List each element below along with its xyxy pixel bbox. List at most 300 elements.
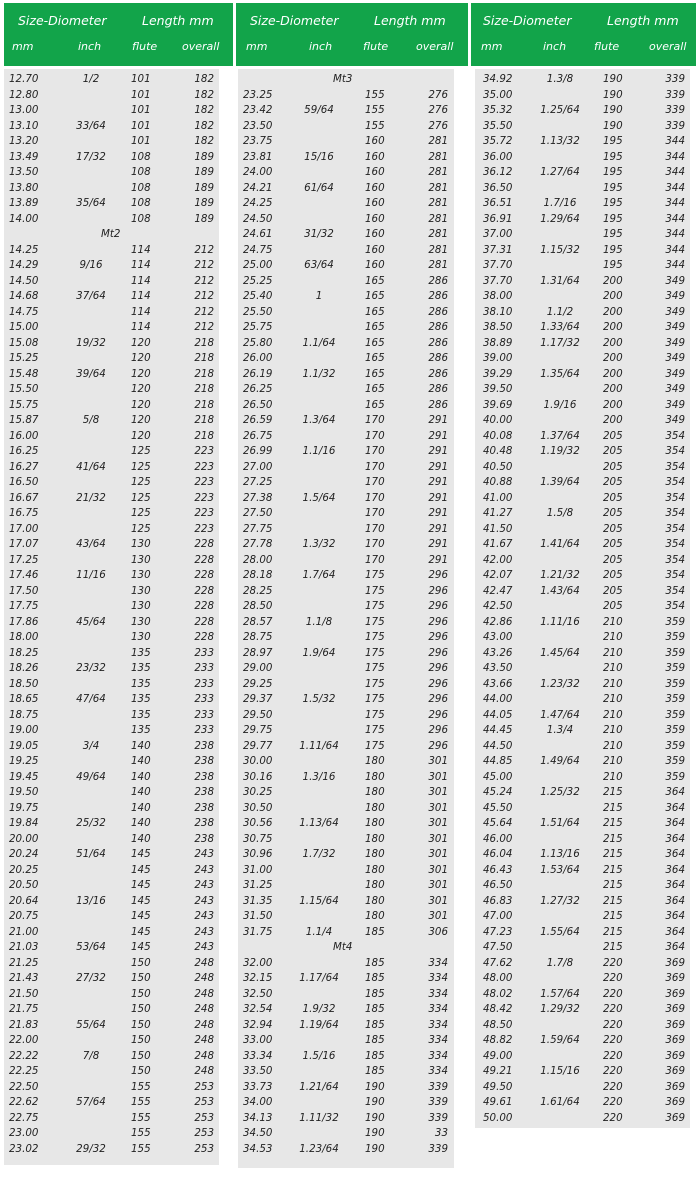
table-row xyxy=(475,863,690,879)
mm-cell: 36.50 xyxy=(483,181,513,194)
flute-cell: 145 xyxy=(131,925,151,938)
table-row xyxy=(238,925,454,941)
flute-cell: 160 xyxy=(365,197,385,209)
mm-cell: 43.26 xyxy=(483,646,513,659)
taper-section-label: Mt3 xyxy=(333,73,353,85)
mm-cell: 25.00 xyxy=(243,259,273,271)
table-row xyxy=(4,165,219,181)
mm-cell: 33.00 xyxy=(243,1034,273,1046)
mm-cell: 35.50 xyxy=(483,119,513,132)
table-row xyxy=(4,1142,219,1158)
mm-cell: 27.78 xyxy=(243,538,273,550)
overall-cell: 359 xyxy=(665,631,685,643)
mm-cell: 30.96 xyxy=(243,848,273,860)
overall-cell: 243 xyxy=(194,941,214,953)
flute-cell: 215 xyxy=(603,817,623,829)
mm-cell: 19.05 xyxy=(9,739,39,752)
flute-cell: 135 xyxy=(131,677,151,690)
flute-cell: 210 xyxy=(603,724,623,736)
inch-cell: 31/32 xyxy=(304,228,334,240)
inch-cell: 1.23/32 xyxy=(540,677,580,690)
flute-cell: 130 xyxy=(131,553,151,566)
overall-cell: 223 xyxy=(194,491,214,504)
inch-cell: 1.7/8 xyxy=(546,956,574,969)
flute-cell: 175 xyxy=(365,677,385,690)
mm-cell: 46.43 xyxy=(483,863,513,876)
flute-cell: 210 xyxy=(603,770,623,783)
table-row xyxy=(475,599,690,615)
mm-cell: 15.48 xyxy=(9,367,39,380)
table-row xyxy=(475,708,690,724)
mm-cell: 33.73 xyxy=(243,1080,273,1093)
table-row xyxy=(4,909,219,925)
mm-cell: 17.50 xyxy=(9,584,39,597)
table-row xyxy=(475,103,690,119)
flute-cell: 165 xyxy=(365,305,385,318)
overall-cell: 339 xyxy=(428,1111,448,1124)
table-row xyxy=(238,165,454,181)
flute-cell: 170 xyxy=(365,476,385,488)
table-row xyxy=(238,491,454,507)
inch-cell: 1.19/64 xyxy=(299,1018,339,1031)
overall-cell: 286 xyxy=(428,305,448,318)
mm-cell: 16.50 xyxy=(9,476,39,488)
table-row xyxy=(238,88,454,104)
inch-cell: 1.13/32 xyxy=(540,135,580,147)
mm-cell: 34.92 xyxy=(483,73,513,85)
overall-cell: 281 xyxy=(428,212,448,225)
inch-cell: 45/64 xyxy=(76,615,106,628)
mm-cell: 17.75 xyxy=(9,600,39,612)
mm-cell: 38.00 xyxy=(483,290,513,302)
overall-cell: 189 xyxy=(194,212,214,225)
inch-cell: 1.3/64 xyxy=(302,414,336,426)
flute-cell: 215 xyxy=(603,786,623,798)
mm-cell: 20.25 xyxy=(9,863,39,876)
overall-cell: 189 xyxy=(194,197,214,209)
mm-cell: 36.12 xyxy=(483,166,513,178)
flute-cell: 185 xyxy=(365,987,385,1000)
mm-cell: 31.25 xyxy=(243,879,273,891)
overall-cell: 212 xyxy=(194,259,214,271)
inch-cell: 1.27/64 xyxy=(540,166,580,178)
inch-cell: 41/64 xyxy=(76,460,106,473)
overall-cell: 182 xyxy=(194,135,214,147)
overall-cell: 344 xyxy=(665,181,685,194)
inch-cell: 1.17/64 xyxy=(299,972,339,984)
table-row xyxy=(238,739,454,755)
overall-cell: 369 xyxy=(665,1034,685,1046)
table-row xyxy=(475,537,690,553)
overall-cell: 33 xyxy=(434,1127,448,1139)
table-row xyxy=(475,584,690,600)
overall-cell: 334 xyxy=(428,1003,448,1015)
table-row xyxy=(475,429,690,445)
flute-cell: 215 xyxy=(603,848,623,860)
mm-cell: 24.00 xyxy=(243,166,273,178)
table-row xyxy=(475,832,690,848)
inch-cell: 29/32 xyxy=(76,1142,106,1155)
overall-cell: 233 xyxy=(194,708,214,721)
table-row xyxy=(238,630,454,646)
flute-cell: 195 xyxy=(603,181,623,194)
flute-cell: 145 xyxy=(131,879,151,891)
mm-cell: 49.50 xyxy=(483,1080,513,1093)
overall-cell: 349 xyxy=(665,274,685,287)
overall-cell: 354 xyxy=(665,584,685,597)
table-row xyxy=(475,398,690,414)
flute-cell: 140 xyxy=(131,832,151,845)
mm-cell: 28.50 xyxy=(243,600,273,612)
table-row xyxy=(238,351,454,367)
table-row xyxy=(238,1126,454,1142)
table-row xyxy=(238,320,454,336)
mm-cell: 43.00 xyxy=(483,631,513,643)
mm-cell: 23.50 xyxy=(243,119,273,132)
row-list xyxy=(475,72,690,1126)
overall-cell: 301 xyxy=(428,832,448,845)
table-row xyxy=(238,615,454,631)
overall-cell: 369 xyxy=(665,1080,685,1093)
flute-cell: 108 xyxy=(131,181,151,194)
inch-cell: 51/64 xyxy=(76,848,106,860)
mm-cell: 41.67 xyxy=(483,538,513,550)
mm-cell: 35.32 xyxy=(483,104,513,116)
overall-cell: 344 xyxy=(665,212,685,225)
table-row xyxy=(475,1064,690,1080)
mm-cell: 46.50 xyxy=(483,879,513,891)
mm-cell: 34.50 xyxy=(243,1127,273,1139)
flute-cell: 205 xyxy=(603,553,623,566)
flute-cell: 210 xyxy=(603,677,623,690)
flute-cell: 215 xyxy=(603,941,623,953)
overall-cell: 296 xyxy=(428,693,448,705)
inch-cell: 1.11/32 xyxy=(299,1111,339,1124)
overall-cell: 291 xyxy=(428,553,448,566)
mm-cell: 15.08 xyxy=(9,336,39,349)
flute-cell: 108 xyxy=(131,212,151,225)
flute-cell: 215 xyxy=(603,832,623,845)
overall-cell: 364 xyxy=(665,925,685,938)
flute-cell: 185 xyxy=(365,956,385,969)
flute-cell: 195 xyxy=(603,243,623,256)
table-row xyxy=(238,770,454,786)
inch-cell: 1.37/64 xyxy=(540,429,580,442)
flute-cell: 140 xyxy=(131,739,151,752)
inch-cell: 59/64 xyxy=(304,104,334,116)
length-heading: Length mm xyxy=(374,13,446,28)
inch-cell: 1.3/8 xyxy=(546,73,574,85)
mm-cell: 16.75 xyxy=(9,507,39,519)
mm-cell: 27.38 xyxy=(243,491,273,504)
section-label-row xyxy=(238,72,454,88)
inch-cell: 1.13/64 xyxy=(299,817,339,829)
inch-cell: 1.25/64 xyxy=(540,104,580,116)
table-column-3 xyxy=(475,69,690,1128)
flute-cell: 140 xyxy=(131,786,151,798)
overall-heading: overall xyxy=(182,40,220,53)
size-diameter-heading: Size-Diometer xyxy=(18,13,107,28)
table-row xyxy=(475,150,690,166)
overall-cell: 364 xyxy=(665,910,685,922)
mm-cell: 19.45 xyxy=(9,770,39,783)
inch-cell: 3/4 xyxy=(82,739,100,752)
flute-cell: 175 xyxy=(365,615,385,628)
overall-cell: 291 xyxy=(428,522,448,535)
table-row xyxy=(475,475,690,491)
inch-cell: 47/64 xyxy=(76,693,106,705)
mm-cell: 27.25 xyxy=(243,476,273,488)
overall-cell: 281 xyxy=(428,243,448,256)
overall-cell: 233 xyxy=(194,693,214,705)
overall-heading: overall xyxy=(416,40,454,53)
mm-cell: 15.00 xyxy=(9,321,39,333)
flute-cell: 160 xyxy=(365,150,385,163)
overall-cell: 218 xyxy=(194,352,214,364)
table-row xyxy=(238,1142,454,1158)
overall-cell: 334 xyxy=(428,987,448,1000)
flute-cell: 180 xyxy=(365,755,385,767)
table-row xyxy=(4,568,219,584)
table-row xyxy=(238,894,454,910)
table-row xyxy=(475,785,690,801)
mm-cell: 36.51 xyxy=(483,197,513,209)
overall-cell: 248 xyxy=(194,1018,214,1031)
inch-cell: 1.1/16 xyxy=(302,445,336,457)
flute-cell: 175 xyxy=(365,724,385,736)
flute-cell: 140 xyxy=(131,801,151,814)
mm-cell: 32.54 xyxy=(243,1003,273,1015)
overall-cell: 228 xyxy=(194,553,214,566)
table-row xyxy=(4,1111,219,1127)
mm-cell: 47.00 xyxy=(483,910,513,922)
mm-cell: 31.75 xyxy=(243,925,273,938)
overall-cell: 248 xyxy=(194,956,214,969)
table-row xyxy=(238,212,454,228)
mm-cell: 31.50 xyxy=(243,910,273,922)
table-row xyxy=(238,832,454,848)
table-row xyxy=(4,103,219,119)
flute-cell: 200 xyxy=(603,336,623,349)
table-row xyxy=(4,553,219,569)
table-row xyxy=(4,305,219,321)
inch-cell: 1.55/64 xyxy=(540,925,580,938)
flute-cell: 180 xyxy=(365,770,385,783)
overall-cell: 291 xyxy=(428,476,448,488)
overall-cell: 359 xyxy=(665,646,685,659)
table-row xyxy=(238,475,454,491)
flute-cell: 155 xyxy=(131,1127,151,1139)
flute-cell: 130 xyxy=(131,631,151,643)
table-row xyxy=(475,956,690,972)
flute-cell: 180 xyxy=(365,848,385,860)
overall-cell: 281 xyxy=(428,150,448,163)
inch-cell: 5/8 xyxy=(82,414,100,426)
mm-cell: 26.50 xyxy=(243,398,273,411)
mm-cell: 29.50 xyxy=(243,708,273,721)
overall-cell: 233 xyxy=(194,646,214,659)
mm-cell: 16.27 xyxy=(9,460,39,473)
flute-cell: 145 xyxy=(131,848,151,860)
inch-cell: 1.5/64 xyxy=(302,491,336,504)
flute-cell: 155 xyxy=(131,1142,151,1155)
table-row xyxy=(238,227,454,243)
mm-cell: 37.31 xyxy=(483,243,513,256)
mm-cell: 41.50 xyxy=(483,522,513,535)
flute-cell: 175 xyxy=(365,584,385,597)
mm-cell: 41.00 xyxy=(483,491,513,504)
flute-cell: 200 xyxy=(603,383,623,395)
table-row xyxy=(475,227,690,243)
flute-cell: 135 xyxy=(131,646,151,659)
flute-cell: 125 xyxy=(131,460,151,473)
inch-cell: 25/32 xyxy=(76,817,106,829)
table-row xyxy=(238,723,454,739)
mm-cell: 39.00 xyxy=(483,352,513,364)
flute-heading: flute xyxy=(594,40,620,53)
mm-cell: 26.19 xyxy=(243,367,273,380)
mm-cell: 16.00 xyxy=(9,429,39,442)
table-row xyxy=(475,987,690,1003)
flute-cell: 220 xyxy=(603,1080,623,1093)
table-row xyxy=(475,243,690,259)
overall-cell: 218 xyxy=(194,429,214,442)
inch-cell: 11/16 xyxy=(76,569,106,581)
table-row xyxy=(4,847,219,863)
section-label-row xyxy=(238,940,454,956)
table-row xyxy=(238,909,454,925)
flute-cell: 170 xyxy=(365,429,385,442)
inch-cell: 21/32 xyxy=(76,491,106,504)
table-row xyxy=(475,1018,690,1034)
table-row xyxy=(475,88,690,104)
table-row xyxy=(475,739,690,755)
flute-cell: 170 xyxy=(365,522,385,535)
overall-cell: 364 xyxy=(665,832,685,845)
overall-cell: 334 xyxy=(428,956,448,969)
flute-cell: 165 xyxy=(365,274,385,287)
table-row xyxy=(238,646,454,662)
flute-cell: 170 xyxy=(365,553,385,566)
table-row xyxy=(4,460,219,476)
flute-cell: 120 xyxy=(131,383,151,395)
overall-cell: 334 xyxy=(428,1049,448,1062)
inch-cell: 1.1/8 xyxy=(305,615,333,628)
mm-cell: 30.16 xyxy=(243,770,273,783)
overall-cell: 369 xyxy=(665,1096,685,1108)
overall-cell: 301 xyxy=(428,848,448,860)
mm-cell: 28.57 xyxy=(243,615,273,628)
table-row xyxy=(4,1018,219,1034)
table-row xyxy=(238,382,454,398)
mm-cell: 30.50 xyxy=(243,801,273,814)
mm-cell: 16.67 xyxy=(9,491,39,504)
flute-cell: 150 xyxy=(131,1018,151,1031)
overall-cell: 223 xyxy=(194,476,214,488)
mm-cell: 18.26 xyxy=(9,662,39,674)
overall-cell: 296 xyxy=(428,662,448,674)
overall-cell: 349 xyxy=(665,414,685,426)
table-row xyxy=(238,754,454,770)
inch-cell: 1.15/16 xyxy=(540,1065,580,1077)
length-heading: Length mm xyxy=(142,13,214,28)
overall-cell: 228 xyxy=(194,569,214,581)
table-row xyxy=(238,460,454,476)
table-row xyxy=(4,708,219,724)
overall-cell: 359 xyxy=(665,708,685,721)
flute-cell: 190 xyxy=(365,1096,385,1108)
overall-cell: 349 xyxy=(665,367,685,380)
inch-cell: 1.21/32 xyxy=(540,569,580,581)
mm-cell: 28.75 xyxy=(243,631,273,643)
overall-cell: 339 xyxy=(665,104,685,116)
flute-cell: 160 xyxy=(365,181,385,194)
inch-cell: 1.39/64 xyxy=(540,476,580,488)
overall-cell: 243 xyxy=(194,863,214,876)
mm-cell: 47.23 xyxy=(483,925,513,938)
overall-cell: 281 xyxy=(428,135,448,147)
table-row xyxy=(475,630,690,646)
overall-cell: 344 xyxy=(665,197,685,209)
mm-cell: 21.50 xyxy=(9,987,39,1000)
table-row xyxy=(475,971,690,987)
inch-cell: 23/32 xyxy=(76,662,106,674)
table-row xyxy=(238,1095,454,1111)
mm-cell: 14.29 xyxy=(9,259,39,271)
flute-heading: flute xyxy=(363,40,389,53)
table-row xyxy=(4,537,219,553)
overall-cell: 238 xyxy=(194,832,214,845)
flute-cell: 120 xyxy=(131,398,151,411)
overall-cell: 218 xyxy=(194,336,214,349)
table-row xyxy=(238,708,454,724)
inch-cell: 1.5/32 xyxy=(302,693,336,705)
flute-cell: 180 xyxy=(365,801,385,814)
overall-cell: 218 xyxy=(194,398,214,411)
table-row xyxy=(238,1049,454,1065)
table-row xyxy=(475,491,690,507)
overall-cell: 369 xyxy=(665,956,685,969)
mm-cell: 21.25 xyxy=(9,956,39,969)
mm-cell: 22.00 xyxy=(9,1034,39,1046)
table-row xyxy=(238,1018,454,1034)
flute-cell: 170 xyxy=(365,460,385,473)
flute-cell: 190 xyxy=(365,1111,385,1124)
inch-cell: 1.35/64 xyxy=(540,367,580,380)
flute-cell: 200 xyxy=(603,321,623,333)
flute-cell: 150 xyxy=(131,956,151,969)
table-row xyxy=(238,150,454,166)
inch-cell: 1.9/32 xyxy=(302,1003,336,1015)
table-row xyxy=(475,801,690,817)
mm-cell: 28.25 xyxy=(243,584,273,597)
table-row xyxy=(475,925,690,941)
overall-cell: 276 xyxy=(428,119,448,132)
inch-cell: 1.11/16 xyxy=(540,615,580,628)
flute-cell: 190 xyxy=(603,104,623,116)
flute-cell: 165 xyxy=(365,290,385,302)
overall-cell: 354 xyxy=(665,553,685,566)
table-header-1 xyxy=(4,3,233,66)
inch-cell: 1.15/32 xyxy=(540,243,580,256)
overall-cell: 291 xyxy=(428,445,448,457)
mm-cell: 13.89 xyxy=(9,197,39,209)
mm-cell: 43.50 xyxy=(483,662,513,674)
flute-cell: 101 xyxy=(131,88,151,101)
overall-cell: 359 xyxy=(665,693,685,705)
table-row xyxy=(475,1080,690,1096)
taper-section-label: Mt2 xyxy=(101,228,121,240)
